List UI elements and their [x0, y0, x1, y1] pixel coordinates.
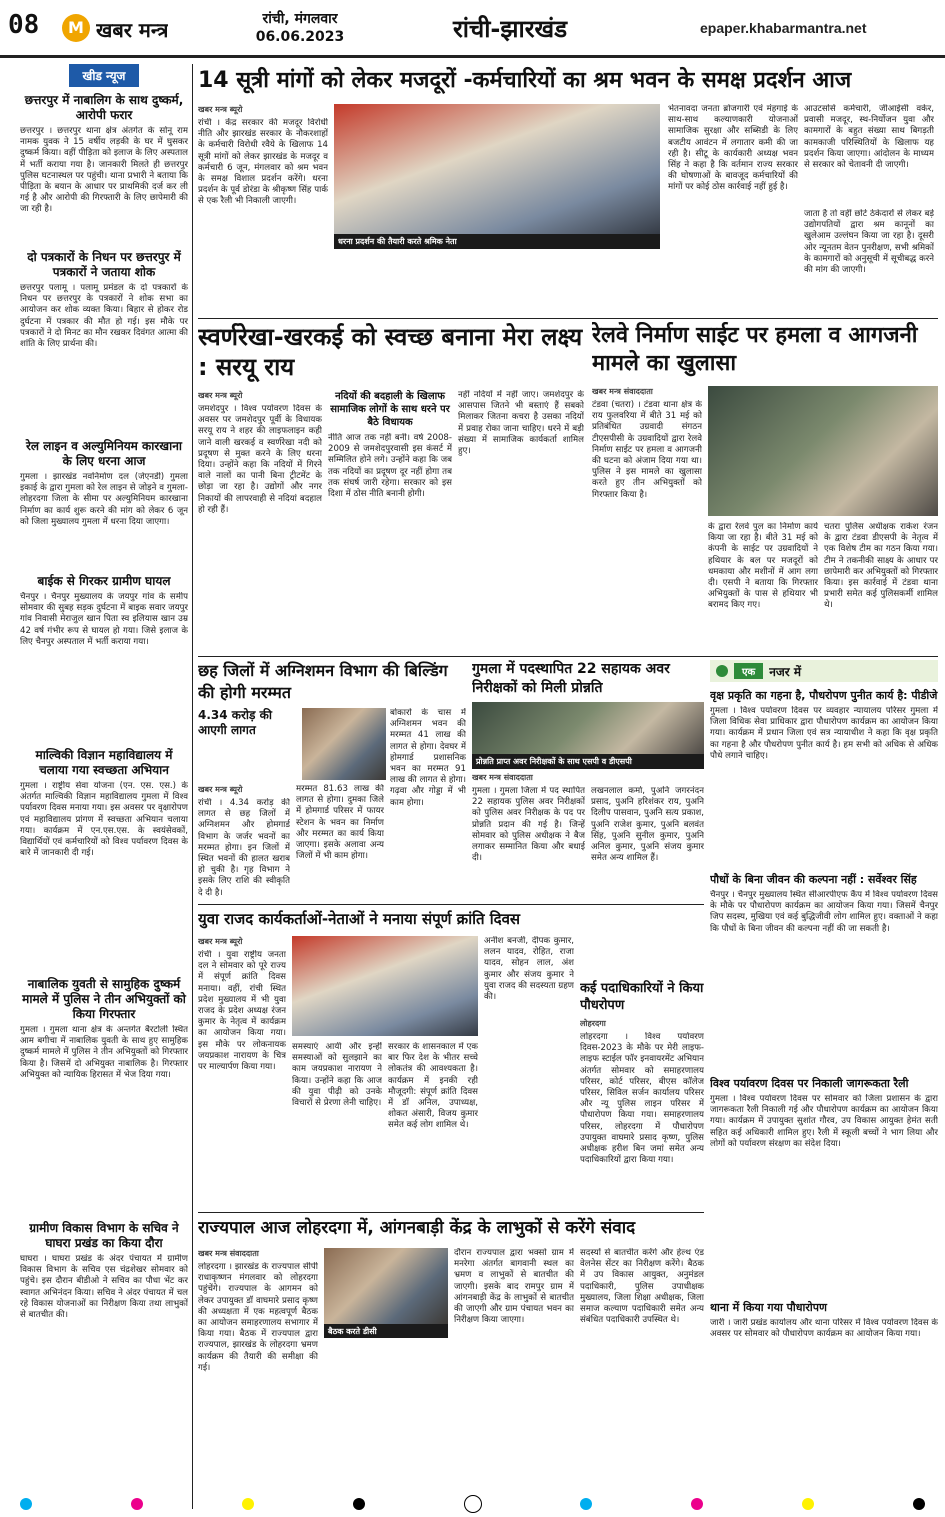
brand-logo-icon: M [62, 14, 90, 42]
epaper-link[interactable]: epaper.khabarmantra.net [700, 20, 867, 36]
lead-body: रांची । केंद्र सरकार की मजदूर विरोधी नीति और झारखंड सरकार के नौकरशाहों के कर्मचारी विरोधी रवैये के खिलाफ 14 सूत्री मांगों को लेकर झारखंड के मजदूर व कर्मचारी 6 जून, मंगलवार को श्रम भवन के समक्ष विशाल प्रदर्शन करेंगे। धरना प्रदर्शन के पूर्व डोरंडा के श्रीकृष्ण सिंह पार्क से एक रैली भी निकाली जाएगी। [198, 118, 328, 207]
page-number: 08 [8, 10, 40, 40]
promotion-story [472, 660, 704, 900]
story-body: सदस्यों से बातचीत करेंगे और हेल्थ एंड वेलनेस सेंटर का निरीक्षण करेंगे। बैठक में उप विकास आयुक्त, अनुमंडल पदाधिकारी, पुलिस उपाधीक्षक मुख्यालय, जिला शिक्षा अधीक्षक, जिला समाज कल्याण पदाधिकारी समेत अन्य संबंधित पदाधिकारी उपस्थित थे। [580, 1248, 704, 1326]
story-body: लखनलाल कर्मा, पुअनि जगरनंदन प्रसाद, पुअनि हरिशंकर राय, पुअनि दिलीप पासवान, पुअनि सत्य प्रकाश, पुअनि राजेश कुमार, पुअनि बलवंत सिंह, पुअनि सुनील कुमार, पुअनि अनिल कुमार, पुअनि संजय कुमार समेत अन्य शामिल हैं। [591, 786, 704, 864]
brief-headline: वृक्ष प्रकृति का गहना है, पौधरोपण पुनीत कार्य है: पीडीजे [710, 689, 938, 702]
story-body: छत्तरपुर पलामू । पलामू प्रमंडल के दो पत्रकारों के निधन पर छत्तरपुर के पत्रकारों ने शोक सभा का आयोजन कर शोक व्यक्त किया। बिहार से होकर रोड दुर्घटना में पत्रकार की मौत हो गई। इस मौके पर पत्रकारों ने दो मिनट का मौन रखकर दिवंगत आत्मा की शांति के लिए प्रार्थना की। [20, 283, 188, 350]
issue-date: 06.06.2023 [255, 29, 345, 45]
leaf-icon [716, 665, 728, 677]
story-headline: युवा राजद कार्यकर्ताओं-नेताओं ने मनाया संपूर्ण क्रांति दिवस [198, 910, 521, 928]
story-body: टंडवा (चतरा) । टंडवा थाना क्षेत्र के राय फुलवरिया में बीते 31 मई को प्रतिबंधित उग्रवादी संगठन टीएसपीसी के उग्रवादियों द्वारा रेलवे निर्माण साईट पर हमला व आगजनी की घटना को अंजाम दिया गया था। पुलिस ने इस मामले का खुलासा करते हुए तीन अभियुक्तों को गिरफ्तार किया है। [592, 400, 702, 500]
photo-caption: धरना प्रदर्शन की तैयारी करते श्रमिक नेता [334, 234, 660, 249]
story-headline: रेल लाइन व अल्युमिनियम कारखाना के लिए धरना आज [26, 439, 182, 468]
lead-headline: 14 सूत्री मांगों को लेकर मजदूरों -कर्मचारियों का श्रम भवन के समक्ष प्रदर्शन आज [198, 68, 852, 93]
story-headline: छत्तरपुर में नाबालिग के साथ दुष्कर्म, आरोपी फरार [24, 93, 184, 122]
photo-caption: प्रोन्नति प्राप्त अवर निरीक्षकों के साथ एसपी व डीएसपी [472, 754, 704, 769]
brief-headline: थाना में किया गया पौधारोपण [710, 1301, 827, 1314]
story-headline: बाईक से गिरकर ग्रामीण घायल [37, 574, 171, 588]
dateline [230, 10, 370, 46]
story-headline: राज्यपाल आज लोहरदगा में, आंगनबाड़ी केंद्र के लाभुकों से करेंगे संवाद [198, 1218, 636, 1238]
story-headline: छह जिलों में अग्निशमन विभाग की बिल्डिंग की होगी मरम्मत [198, 661, 448, 702]
brief-body: गुमला । विश्व पर्यावरण दिवस पर व्यवहार न्यायालय परिसर गुमला में जिला विधिक सेवा प्राधिकार द्वारा पौधारोपण कार्यक्रम का आयोजन किया गया। कार्यक्रम में प्रधान जिला एवं सत्र न्यायाधीश ने कहा कि वृक्ष प्रकृति का गहना है और पौधरोपण पुनीत कार्य है। हम सभी को अधिक से अधिक पौधे लगाने चाहिए। [710, 706, 938, 761]
tag-prefix: एक [734, 663, 763, 679]
story-body: अनीश बनर्जी, दीपक कुमार, ललन यादव, रोहित, राजा यादव, सोहन लाल, अंश कुमार और संजय कुमार ने युवा राजद की सदस्यता ग्रहण की। [484, 936, 574, 1003]
story-body: मरम्मत 81.63 लाख की लागत से होगा। दुमका जिले में होमगार्ड परिसर में फायर स्टेशन के भवन का निर्माण और मरम्मत का कार्य किया जाएगा। इसके अलावा अन्य जिलों में भी काम होगा। [296, 784, 384, 862]
youth-story [198, 908, 574, 1208]
black-dot-icon [353, 1498, 365, 1510]
story-body: घाघरा । घाघरा प्रखंड के अंदर पंचायत में ग्रामीण विकास विभाग के सचिव एस चंद्रशेखर सोमवार को पहुंचे। इस दौरान बीडीओ ने सचिव का पौधा भेंट कर स्वागत अभिनंदन किया। सचिव ने अंदर पंचायत में चल रहे विकास योजनाओं का निरीक्षण किया तथा लाभुकों से बातचीत की। [20, 1254, 188, 1321]
lead-photo [334, 104, 660, 234]
byline: खबर मन्त्र संवाददाता [472, 773, 533, 782]
cost-callout: 4.34 करोड़ की आएगी लागत [198, 708, 272, 737]
crosshair-icon [464, 1495, 482, 1513]
story-headline: रेलवे निर्माण साईट पर हमला व आगजनी मामले का खुलासा [592, 323, 918, 376]
story-body: गुमला । गुमला जिला में पद स्थापित 22 सहायक पुलिस अवर निरीक्षकों को पुलिस अवर निरीक्षक के पद पर प्रोन्नति प्रदान की गई है। जिन्हें सोमवार को पुलिस अधीक्षक ने बैज लगाकर सम्मानित किया और बधाई दी। [472, 786, 585, 864]
byline: लोहरदगा [580, 1019, 606, 1028]
brief-item [710, 1300, 938, 1366]
railway-story [592, 322, 938, 652]
story-body: रांची । युवा राष्ट्रीय जनता दल ने सोमवार को पूरे राज्य में संपूर्ण क्रांति दिवस मनाया। वहीं, रांची स्थित प्रदेश मुख्यालय में भी युवा राजद के प्रदेश अध्यक्ष रंजन कुमार के नेतृत्व में कार्यक्रम का आयोजन किया गया। इस मौके पर लोकनायक जयप्रकाश नारायण के चित्र पर माल्यार्पण किया गया। [198, 950, 286, 1073]
brief-item [710, 688, 938, 866]
story-body: समस्याएं आयी और इन्हीं समस्याओं को सुलझाने का काम जयप्रकाश नारायण ने किया। उन्होंने कहा कि आज की युवा पीढ़ी को उनके विचारों से प्रेरणा लेनी चाहिए। [292, 1042, 382, 1109]
promotion-photo [472, 702, 704, 754]
lead-body: भेतनावदा जनता ब्रोजगारी एवं मंहगाई के साथ-साथ कल्याणकारी योजनाओं सामाजिक सुरक्षा और सब्सिडी के लिए बजटीय आवंटन में लगातार कमी की जा रही है। सीटू के कार्यकारी अध्यक्ष भवन सिंह ने कहा है कि वर्तमान राज्य सरकार की घोषणाओं के बावजूद कर्मचारियों की मांगों पर कोई ठोस कार्रवाई नहीं हुई है। [668, 104, 798, 193]
magenta-dot-icon [131, 1498, 143, 1510]
story-body: के द्वारा रेलवे पुल का निर्माण कार्य किया जा रहा है। बीते 31 मई को कंपनी के साईट पर उग्रवादियों ने हथियार के बल पर मजदूरों को धमकाया और मशीनों में आग लगा दी। एसपी ने बताया कि गिरफ्तार अभियुक्तों के पास से हथियार भी बरामद किए गए। [708, 522, 818, 611]
sidebar-story [20, 93, 188, 244]
story-headline: कई पदाधिकारियों ने किया पौधरोपण [580, 981, 704, 1013]
lead-body: आउटसोर्स कर्मचारी, जीआईसी वर्कर, प्रवासी मजदूर, स्थ-निर्योजन युवा और कामगारों के बहुत संख्या साथ बिगड़ती कामकाजी परिस्थितियों के खिलाफ यह प्रदर्शन किया जाएगा। आंदोलन के माध्यम से सरकार को चेतावनी दी जाएगी। [804, 104, 934, 171]
story-body: दौरान राज्यपाल द्वारा भक्सो ग्राम में मनरेगा अंतर्गत बागवानी स्थल का भ्रमण व लाभुकों से बातचीत की जाएगी। इसके बाद रामपुर ग्राम में आंगनबाड़ी केंद्र के लाभुकों से बातचीत की जाएगी और ग्राम पंचायत भवन का निरीक्षण किया जाएगा। [454, 1248, 574, 1326]
brief-body: चैनपुर । चैनपुर मुख्यालय स्थित सीआरपीएफ कैंप में विश्व पर्यावरण दिवस के मौके पर पौधारोपण कार्यक्रम का आयोजन किया गया। जिसमें चैनपुर जिप सदस्य, मुखिया एवं कई बुद्धिजीवी लोग शामिल हुए। वक्ताओं ने कहा कि पौधों के बिना जीवन की कल्पना नहीं की जा सकती है। [710, 890, 938, 934]
story-body: नहीं नदियों में नहीं जाए। जमशेदपुर के आसपास जितने भी बस्ताएं हैं सबको मिलाकर जितना कचरा है उसका नदियों में प्रवाह रोका जाना चाहिए। धरने में बड़ी संख्या में सामाजिक कार्यकर्ता शामिल हुए। [458, 390, 584, 457]
fire-story [198, 660, 466, 900]
footer-registration-marks [0, 1494, 945, 1514]
brief-body: गुमला । विश्व पर्यावरण दिवस पर सोमवार को जिला प्रशासन के द्वारा जागरूकता रैली निकाली गई और पौधारोपण कार्यक्रम का आयोजन किया गया। कार्यक्रम में उपायुक्त सुशांत गौरव, उप विकास आयुक्त हेमंत सती सहित कई अधिकारी शामिल हुए। रैली में स्कूली बच्चों ने भाग लिया और लोगों को पर्यावरण संरक्षण का संदेश दिया। [710, 1094, 938, 1149]
section-tag: खीड न्यूज [69, 64, 140, 87]
story-body: लोहरदगा । विश्व पर्यावरण दिवस-2023 के मौके पर मेरी लाइफ-लाइफ स्टाईल फॉर इनवायरमेंट अभियान अंतर्गत सोमवार को समाहरणालय परिसर, कोर्ट परिसर, बीएस कॉलेज परिसर, सिविल सर्जन कार्यालय परिसर और न्यू पुलिस लाइन परिसर में पौधारोपण किया गया। समाहरणालय परिसर, लोहरदगा में पौधारोपण उपायुक्त वाघमारे प्रसाद कृष्ण, पुलिस अधीक्षक हरीश बिन जमां समेत अन्य पदाधिकारियों द्वारा किया गया। [580, 1032, 704, 1166]
story-headline: दो पत्रकारों के निधन पर छत्तरपुर में पत्रकारों ने जताया शोक [27, 250, 181, 279]
meeting-photo [324, 1248, 448, 1324]
byline: खबर मन्त्र ब्यूरो [198, 105, 243, 114]
section-divider [198, 904, 704, 905]
byline: खबर मन्त्र ब्यूरो [198, 391, 243, 400]
story-body: जमशेदपुर । विश्व पर्यावरण दिवस के अवसर पर जमशेदपुर पूर्वी के विधायक सरयू राय ने शहर की लाइफलाइन कही जाने वाली खरकई व स्वर्णरेखा नदी को प्रदूषण से मुक्त करने के लिए धरना दिया। उन्होंने कहा कि नदियों में गिरने वाले नालों का पानी बिना ट्रीटमेंट के छोड़ा जा रहा है। उद्योगों और नगर निकायों की लापरवाही से नदियां बदहाल हो रही हैं। [198, 404, 322, 515]
story-headline: स्वर्णरेखा-खरकई को स्वच्छ बनाना मेरा लक्ष्य : सरयू राय [198, 323, 583, 381]
tag-label: नजर में [769, 664, 802, 679]
black-dot-icon [913, 1498, 925, 1510]
lead-body: जाता है तो वहीं छोटे ठेकेदारों से लेकर बड़े उद्योगपतियों द्वारा श्रम कानूनों का खुलेआम उल्लंघन किया जा रहा है। दूसरी ओर न्यूनतम वेतन पुनरीक्षण, सभी श्रमिकों के कामगारों को अनुसूची में सूचीबद्ध करने की मांग की जाएगी। [804, 209, 934, 276]
sidebar-story [20, 977, 188, 1215]
story-headline: नाबालिक युवती से सामुहिक दुष्कर्म मामले में पुलिस ने तीन अभियुक्तों को किया गिरफ्तार [22, 977, 186, 1021]
masthead [0, 0, 945, 58]
byline: खबर मन्त्र संवाददाता [592, 387, 653, 396]
sidebar-story [20, 574, 188, 742]
story-subhead: नदियों की बदहाली के खिलाफ सामाजिक लोगों के साथ धरने पर बैठे विधायक [330, 391, 450, 428]
story-body: छत्तरपुर । छत्तरपुर थाना क्षेत्र अंतर्गत के सोनू राम नामक युवक ने 15 वर्षीय लड़की के घर में घुसकर दुष्कर्म किया। वहीं पीड़िता को इलाज के लिए अस्पताल में भर्ती कराया गया है। जानकारी मिलते ही छत्तरपुर पुलिस घटनास्थल पर पहुंची। थाना प्रभारी ने बताया कि पीड़िता के बयान के आधार पर प्राथमिकी दर्ज कर ली गई है और आरोपी की गिरफ्तारी के लिए छापेमारी की जा रही है। [20, 126, 188, 215]
story-body: सरकार के शासनकाल में एक बार फिर देश के भीतर सच्चे लोकतंत्र की आवश्यकता है। कार्यक्रम में इनकी रही मौजूदगी: संपूर्ण क्रांति दिवस में डॉ अनिल, उपाध्यक्ष, शोकत अंसारी, विजय कुमार समेत कई लोग शामिल थे। [388, 1042, 478, 1131]
magenta-dot-icon [691, 1498, 703, 1510]
column-divider [192, 64, 193, 1509]
story-body: गुमला । राष्ट्रीय सेवा योजना (एन. एस. एस.) के अंतर्गत माल्विकी विज्ञान महाविद्यालय गुमला में विश्व पर्यावरण दिवस मनाया गया। इस अवसर पर वृक्षारोपण एवं महाविद्यालय प्रांगण में स्वच्छता अभियान चलाया गया। कार्यक्रम में एन.एस.एस. के स्वयंसेवकों, विद्यार्थियों एवं कर्मचारियों को विश्व पर्यावरण दिवस के बारे में जानकारी दी गई। [20, 781, 188, 859]
photo-caption: बैठक करते डीसी [324, 1324, 448, 1338]
railway-photo [708, 386, 938, 516]
city-day: रांची, मंगलवार [262, 11, 338, 27]
brief-headline: विश्व पर्यावरण दिवस पर निकाली जागरूकता रैली [710, 1077, 909, 1090]
story-headline: माल्विकी विज्ञान महाविद्यालय में चलाया गया स्वच्छता अभियान [35, 748, 173, 777]
story-body: चतरा पुलिस अधीक्षक राकेश रंजन के द्वारा टंडवा डीएसपी के नेतृत्व में एक विशेष टीम का गठन किया गया। टीम ने तकनीकी साक्ष्य के आधार पर छापेमारी कर अभियुक्तों को गिरफ्तार किया। इस कार्रवाई में टंडवा थाना प्रभारी समेत कई पुलिसकर्मी शामिल थे। [824, 522, 938, 611]
yellow-dot-icon [242, 1498, 254, 1510]
byline: खबर मन्त्र ब्यूरो [198, 937, 243, 946]
cyan-dot-icon [20, 1498, 32, 1510]
story-headline: गुमला में पदस्थापित 22 सहायक अवर निरीक्षकों को मिली प्रोन्नति [472, 661, 670, 696]
governor-story [198, 1216, 704, 1486]
story-body: चैनपुर । चैनपुर मुख्यालय के जयपुर गांव के समीप सोमवार की सुबह सड़क दुर्घटना में बाइक सवार जयपुर गांव निवासी मेराजुल खान पिता स्व इलियास खान उम्र 42 वर्ष गंभीर रूप से घायल हो गया। जिसे इलाज के लिए चैनपुर अस्पताल में भर्ती कराया गया। [20, 592, 188, 647]
lead-story [198, 64, 938, 314]
saryu-story [198, 322, 586, 652]
sidebar-story [20, 1221, 188, 1434]
column-tag [710, 660, 938, 682]
fire-truck-photo [302, 708, 386, 780]
byline: खबर मन्त्र संवाददाता [198, 1249, 259, 1258]
story-body: गुमला । गुमला थाना क्षेत्र के अन्तर्गत बैरटोली स्थित आम बगीचा में नाबालिक युवती के साथ हुए सामुहिक दुष्कर्म मामले में पुलिस ने तीन अभियुक्तों को गिरफ्तार किया है। जिसमें दो अभियुक्त नाबालिक है। गिरफ्तार अभियुक्त को न्यायिक हिरासत में भेज दिया गया। [20, 1025, 188, 1080]
plantation-story [580, 980, 704, 1208]
sidebar-story [20, 439, 188, 568]
brief-item [710, 1076, 938, 1294]
brand-name: खबर मन्त्र [96, 18, 169, 42]
region-title: रांची-झारखंड [452, 15, 568, 43]
section-divider [198, 318, 938, 319]
story-body: लोहरदगा । झारखंड के राज्यपाल सीपी राधाकृष्णन मंगलवार को लोहरदगा पहुंचेंगे। राज्यपाल के आगमन को लेकर उपायुक्त डॉ वाघमारे प्रसाद कृष्ण की अध्यक्षता में एक महत्वपूर्ण बैठक का आयोजन समाहरणालय सभागार में किया गया। बैठक में राज्यपाल द्वारा राज्यपाल, झारखंड के लोहरदगा भ्रमण कार्यक्रम की तैयारी की समीक्षा की गई। [198, 1262, 318, 1373]
brief-item [710, 872, 938, 1070]
ek-nazar-column [710, 660, 938, 1400]
byline: खबर मन्त्र ब्यूरो [198, 785, 243, 794]
story-body: नीति आज तक नहीं बनी। वर्ष 2008-2009 से जमशेदपुरवासी इस कंसर्ट में सम्मिलित होने लगे। उन्होंने कहा कि जब तक नदियों का प्रदूषण दूर नहीं होगा तब तक संघर्ष जारी रहेगा। सरकार को इस दिशा में ठोस नीति बनानी होगी। [328, 433, 452, 500]
section-divider [198, 1212, 704, 1213]
sidebar-story [20, 748, 188, 971]
story-body: रांची । 4.34 करोड़ की लागत से छह जिलों में अग्निशमन और होमगार्ड विभाग के जर्जर भवनों का मरम्मत होगा। इन जिलों में स्थित भवनों की हालत खराब हो चुकी है। गृह विभाग ने इसके लिए राशि की स्वीकृति दे दी है। [198, 798, 290, 898]
story-headline: ग्रामीण विकास विभाग के सचिव ने घाघरा प्रखंड का किया दौरा [29, 1221, 179, 1250]
brief-body: जारी । जारी प्रखंड कार्यालय और थाना परिसर में विश्व पर्यावरण दिवस के अवसर पर सोमवार को पौधारोपण कार्यक्रम का आयोजन किया गया। [710, 1318, 938, 1340]
youth-photo [292, 936, 478, 1036]
section-divider [198, 656, 938, 657]
brief-headline: पौधों के बिना जीवन की कल्पना नहीं : सर्वेश्वर सिंह [710, 873, 917, 886]
sidebar [20, 64, 188, 1509]
cyan-dot-icon [580, 1498, 592, 1510]
story-body: बोकारो के चास में अग्निशमन भवन की मरम्मत 41 लाख की लागत से होगा। देवघर में होमगार्ड प्रशासनिक भवन का मरम्मत 91 लाख की लागत से होगा। गढ़वा और गोड्डा में भी काम होगा। [390, 708, 466, 808]
sidebar-story [20, 250, 188, 433]
yellow-dot-icon [802, 1498, 814, 1510]
story-body: गुमला । झारखंड नवनिर्माण दल (जेएनडी) गुमला इकाई के द्वारा गुमला को रेल लाइन से जोड़ने व गुमला-लोहरदगा जिला के सीमा पर अल्युमिनियम कारखाना निर्माण का कार्य शुरू करने की मांग को लेकर 6 जून को जिला मुख्यालय गुमला में धरना दिया जाएगा। [20, 472, 188, 527]
